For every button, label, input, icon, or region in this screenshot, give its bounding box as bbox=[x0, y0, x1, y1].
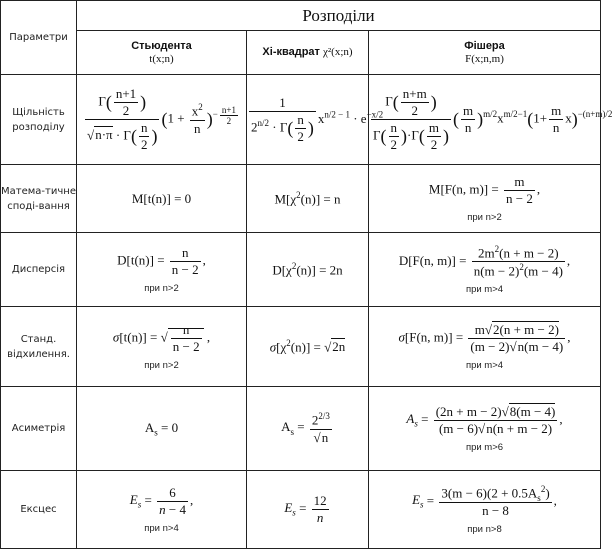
chi-expectation: $M[\chi^2(n)] = n$ bbox=[247, 165, 369, 233]
param-stddev: Станд. відхилення. bbox=[1, 307, 77, 387]
fisher-asymmetry: $A_s$ = $\frac{(2n + m - 2)√8(m - 4)}{(m - 6)√n(n + m - 2)}$ , при m>6 bbox=[369, 387, 601, 471]
student-expectation: M[t(n)] = 0 bbox=[77, 165, 247, 233]
distributions-title: Розподіли bbox=[77, 1, 601, 31]
chi-density: 1 $2^{n/2} \cdot \Gamma$( $\frac{n}{2}$ ) $x^{n/2 - 1} \cdot e^{-x/2}$ bbox=[247, 75, 369, 165]
param-expectation: Матема-тичне споді-вання bbox=[1, 165, 77, 233]
student-variance: D[t(n)] = $\frac{n}{n - 2}$ , при n>2 bbox=[77, 233, 247, 307]
fisher-density: Γ( $\frac{n+m}{2}$ ) Γ( $\frac{n}{2}$ )·Γ( $\frac{m}{2}$ ) ( $\frac{m}{n}$ )$^{m/2}x^{m/2-1}(1+$ $\frac{m}{n}$ x)$^{-(n+m)/2}$ bbox=[369, 75, 601, 165]
param-excess: Ексцес bbox=[1, 471, 77, 549]
params-header: Параметри bbox=[1, 1, 77, 75]
fisher-excess: $E_s$ = $\frac{3(m - 6)(2 + 0.5A_s^2)}{n - 8}$ , при n>8 bbox=[369, 471, 601, 549]
chi-asymmetry: $A_s$ = $\frac{2^{2/3}}{√n}$ bbox=[247, 387, 369, 471]
chi-variance: $D[\chi^2(n)] = 2n$ bbox=[247, 233, 369, 307]
fisher-variance: D[F(n, m)] = $\frac{2m^2(n + m - 2)}{n(m - 2)^2(m - 4)}$ , при m>4 bbox=[369, 233, 601, 307]
chi-excess: $E_s$ = $\frac{12}{n}$ bbox=[247, 471, 369, 549]
student-stddev: σ[t(n)] = √ $\frac{n}{n - 2}$ , при n>2 bbox=[77, 307, 247, 387]
param-asymmetry: Асиметрія bbox=[1, 387, 77, 471]
student-asymmetry: $A_s = 0$ bbox=[77, 387, 247, 471]
fisher-stddev: σ[F(n, m)] = $\frac{m√2(n + m - 2)}{(m - 2)√n(m - 4)}$ , при m>4 bbox=[369, 307, 601, 387]
student-excess: $E_s$ = $\frac{6}{n - 4}$ , при n>4 bbox=[77, 471, 247, 549]
chi-stddev: $\sigma[\chi^2(n)] = √2n$ bbox=[247, 307, 369, 387]
fisher-header: Фішера F(x;n,m) bbox=[369, 31, 601, 75]
param-variance: Дисперсія bbox=[1, 233, 77, 307]
chi-header: Хі-квадрат χ²(x;n) bbox=[247, 31, 369, 75]
param-density: Щільність розподілу bbox=[1, 75, 77, 165]
student-header: Стьюдента t(x;n) bbox=[77, 31, 247, 75]
student-density: Γ( $\frac{n+1}{2}$ ) √n·π · Γ( $\frac{n}{2}$ ) (1 + $\frac{x^2}{n}$ )$^{- \frac{n+1}{2}}$ bbox=[77, 75, 247, 165]
fisher-expectation: M[F(n, m)] = $\frac{m}{n - 2}$ , при n>2 bbox=[369, 165, 601, 233]
